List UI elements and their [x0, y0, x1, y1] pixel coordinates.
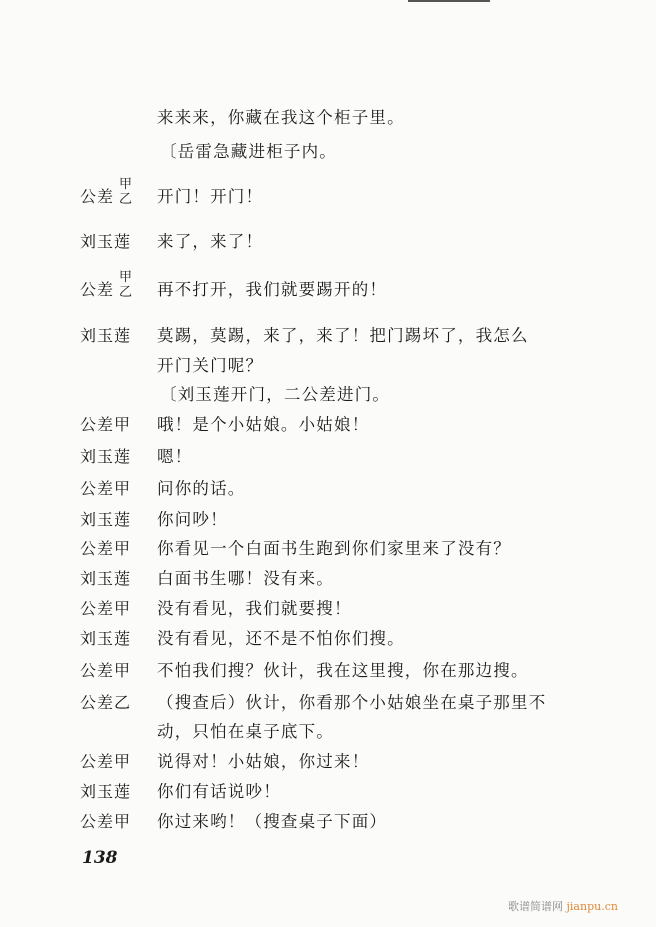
dialogue-line [0, 691, 656, 715]
dialogue-line [0, 537, 656, 561]
dialogue-line [0, 810, 656, 834]
dialogue-line [0, 177, 656, 209]
dialogue-line [0, 324, 656, 348]
dialogue-text: 开门关门呢？ [157, 356, 264, 375]
dialogue-line [0, 354, 656, 378]
watermark [508, 898, 618, 914]
dialogue-line [0, 508, 656, 532]
dialogue-line [0, 445, 656, 469]
dialogue-line [0, 567, 656, 591]
speaker-name: 刘玉莲 [80, 629, 132, 648]
speaker-name: 公差甲 [80, 415, 132, 434]
dialogue-line [0, 383, 656, 407]
speaker-suffix-stack [119, 177, 132, 207]
speaker-suffix: 乙 [119, 192, 133, 207]
dialogue-text: 你们有话说吵！ [157, 782, 281, 801]
dialogue-text: 白面书生哪！没有来。 [157, 569, 334, 588]
speaker-name: 刘玉莲 [80, 782, 132, 801]
top-rule [408, 0, 490, 2]
dialogue-line [0, 627, 656, 651]
stage-direction: 〔刘玉莲开门，二公差进门。 [160, 385, 391, 404]
dialogue-text: 说得对！小姑娘，你过来！ [157, 752, 370, 771]
speaker-name: 公差甲 [80, 752, 132, 771]
dialogue-text: 没有看见，还不是不怕你们搜。 [157, 629, 405, 648]
dialogue-line [0, 413, 656, 437]
dialogue-line [0, 750, 656, 774]
speaker-name: 刘玉莲 [80, 232, 132, 251]
speaker-suffix: 乙 [119, 285, 133, 300]
dialogue-line [0, 477, 656, 501]
speaker-name: 刘玉莲 [80, 326, 132, 345]
speaker-suffix-stack [119, 270, 132, 300]
dialogue-text: 再不打开，我们就要踢开的！ [157, 280, 388, 299]
dialogue-line [0, 270, 656, 302]
speaker-name: 公差乙 [80, 693, 132, 712]
dialogue-text: 开门！开门！ [157, 187, 264, 206]
dialogue-line [0, 230, 656, 254]
dialogue-line [0, 106, 656, 130]
stage-direction: 〔岳雷急藏进柜子内。 [160, 142, 337, 161]
dialogue-text: 来来来，你藏在我这个柜子里。 [157, 108, 405, 127]
speaker-name: 刘玉莲 [80, 510, 132, 529]
speaker-name: 公差 [80, 187, 115, 206]
speaker-suffix: 甲 [119, 177, 133, 192]
dialogue-text: 嗯！ [157, 447, 193, 466]
dialogue-text: 没有看见，我们就要搜！ [157, 599, 352, 618]
dialogue-text: （搜查后）伙计，你看那个小姑娘坐在桌子那里不 [157, 693, 547, 712]
dialogue-line [0, 659, 656, 683]
speaker-name: 刘玉莲 [80, 447, 132, 466]
dialogue-text: 哦！是个小姑娘。小姑娘！ [157, 415, 370, 434]
speaker-name: 公差甲 [80, 539, 132, 558]
dialogue-text: 你看见一个白面书生跑到你们家里来了没有？ [157, 539, 511, 558]
dialogue-text: 莫踢，莫踢，来了，来了！把门踢坏了，我怎么 [157, 326, 529, 345]
watermark-site: 歌谱简谱网 [508, 900, 563, 913]
speaker-name: 公差甲 [80, 812, 132, 831]
dialogue-line [0, 140, 656, 164]
dialogue-text: 动，只怕在桌子底下。 [157, 722, 334, 741]
page-number: 138 [82, 848, 118, 868]
speaker-name: 公差甲 [80, 599, 132, 618]
dialogue-line [0, 780, 656, 804]
speaker-suffix: 甲 [119, 270, 133, 285]
dialogue-text: 你问吵！ [157, 510, 228, 529]
dialogue-text: 问你的话。 [157, 479, 246, 498]
speaker-name: 公差甲 [80, 479, 132, 498]
speaker-name: 公差 [80, 280, 115, 299]
dialogue-text: 来了，来了！ [157, 232, 264, 251]
dialogue-text: 你过来哟！（搜查桌子下面） [157, 812, 388, 831]
dialogue-text: 不怕我们搜？伙计，我在这里搜，你在那边搜。 [157, 661, 529, 680]
dialogue-line [0, 597, 656, 621]
watermark-domain: jianpu.cn [566, 900, 618, 913]
speaker-name: 公差甲 [80, 661, 132, 680]
dialogue-line [0, 720, 656, 744]
speaker-name: 刘玉莲 [80, 569, 132, 588]
